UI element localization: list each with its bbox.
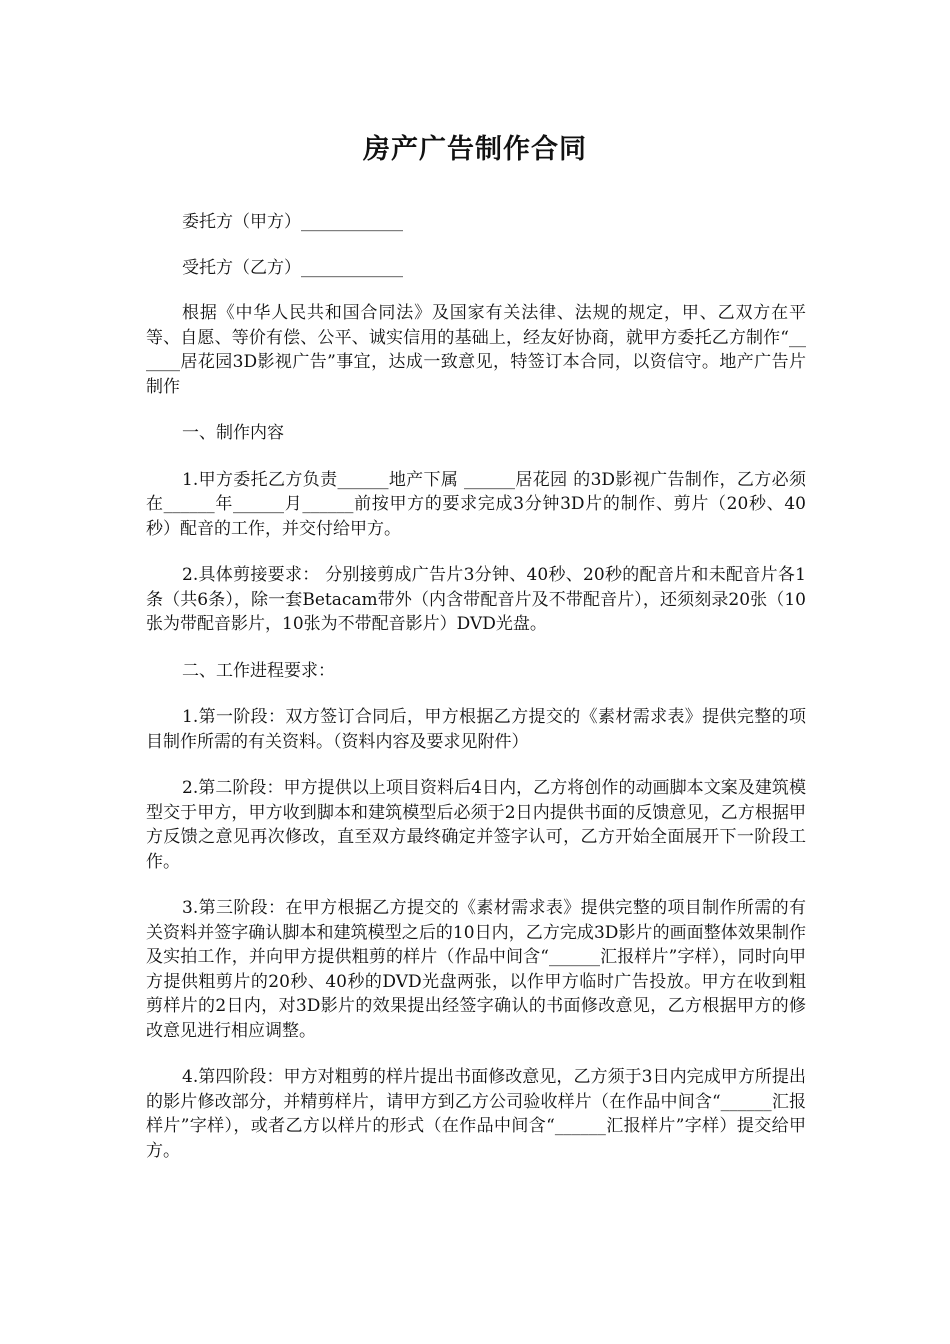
section-heading-work-schedule: 二、工作进程要求： [182, 660, 335, 681]
document-title: 房产广告制作合同 [363, 134, 587, 165]
contractor-party-line: 受托方（乙方）____________ [182, 257, 403, 278]
section-heading-production-content: 一、制作内容 [182, 423, 284, 443]
preamble-paragraph: 根据《中华人民共和国合同法》及国家有关法律、法规的规定，甲、乙双方在平等、自愿、等价有偿、公平、诚实信用的基础上，经友好协商，就甲方委托乙方制作“______居花园3D影视广告”事宜，达成一致意见，特签订本合同，以资信守。地产广告片制作 [146, 303, 806, 397]
clause-1-1: 1.甲方委托乙方负责______地产下属 ______居花园 的3D影视广告制作，乙方必须在______年______月______前按甲方的要求完成3分钟3D片的制作、剪片（20秒、40秒）配音的工作，并交付给甲方。 [146, 469, 806, 539]
clause-2-3: 3.第三阶段：在甲方根据乙方提交的《素材需求表》提供完整的项目制作所需的有关资料并签字确认脚本和建筑模型之后的10日内，乙方完成3D影片的画面整体效果制作及实拍工作，并向甲方提供粗剪的样片（作品中间含“______汇报样片”字样），同时向甲方提供粗剪片的20秒、40秒的DVD光盘两张，以作甲方临时广告投放。甲方在收到粗剪样片的2日内，对3D影片的效果提出经签字确认的书面修改意见，乙方根据甲方的修改意见进行相应调整。 [146, 898, 806, 1041]
document-body [146, 210, 806, 1185]
clause-2-2: 2.第二阶段：甲方提供以上项目资料后4日内，乙方将创作的动画脚本文案及建筑模型交于甲方，甲方收到脚本和建筑模型后必须于2日内提供书面的反馈意见，乙方根据甲方反馈之意见再次修改，直至双方最终确定并签字认可，乙方开始全面展开下一阶段工作。 [146, 778, 806, 872]
clause-1-2: 2.具体剪接要求： 分别接剪成广告片3分钟、40秒、20秒的配音片和未配音片各1条（共6条），除一套Betacam带外（内含带配音片及不带配音片），还须刻录20张（10张为带配音影片，10张为不带配音影片）DVD光盘。 [146, 565, 806, 634]
client-party-line: 委托方（甲方）____________ [182, 212, 403, 232]
clause-2-1: 1.第一阶段：双方签订合同后，甲方根据乙方提交的《素材需求表》提供完整的项目制作所需的有关资料。（资料内容及要求见附件） [146, 707, 806, 752]
clause-2-4: 4.第四阶段：甲方对粗剪的样片提出书面修改意见，乙方须于3日内完成甲方所提出的影片修改部分，并精剪样片，请甲方到乙方公司验收样片（在作品中间含“______汇报样片”字样），或者乙方以样片的形式（在作品中间含“______汇报样片”字样）提交给甲方。 [146, 1067, 806, 1161]
